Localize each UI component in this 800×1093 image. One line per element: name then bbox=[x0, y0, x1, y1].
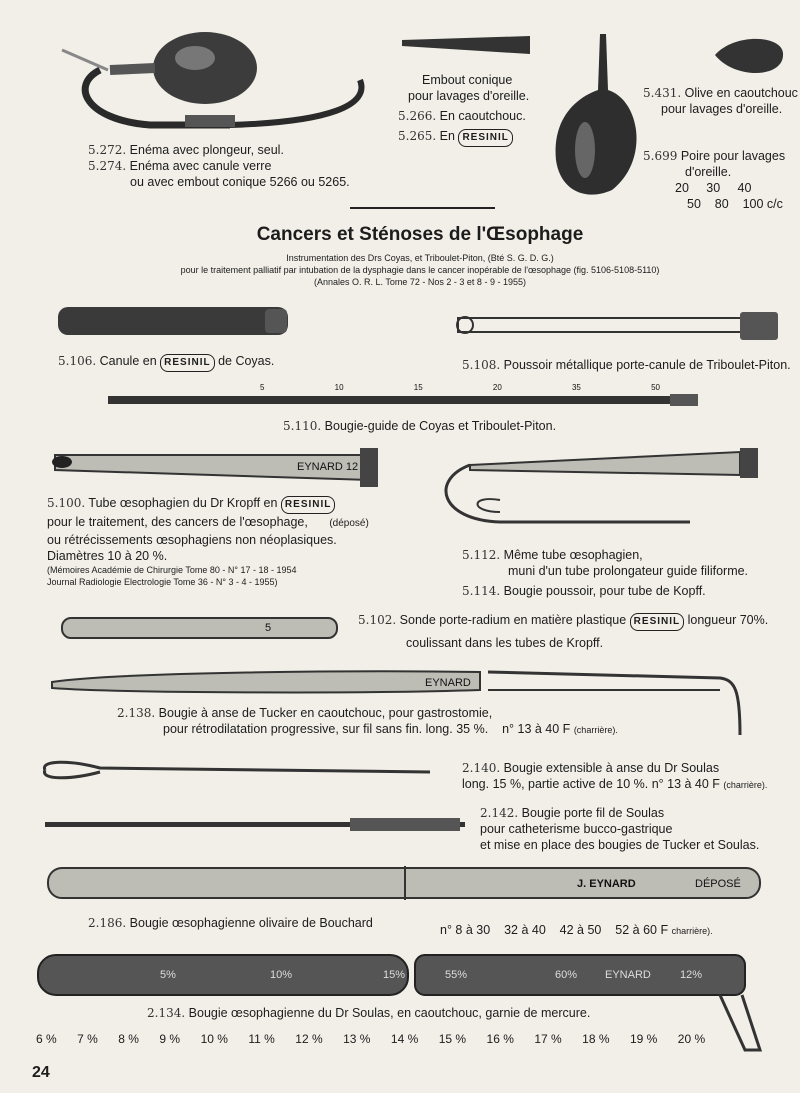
caption-5108 bbox=[462, 357, 791, 373]
radium-sonde-illustration bbox=[62, 618, 337, 638]
text: (charrière). bbox=[573, 725, 618, 735]
text: Bougie extensible à anse du Dr Soulas bbox=[503, 761, 720, 775]
ref: 5.114. bbox=[462, 584, 501, 598]
mark-soulas-f: EYNARD bbox=[605, 969, 651, 981]
ref: 5.112. bbox=[462, 548, 501, 562]
size-item: 13 % bbox=[343, 1032, 371, 1046]
poussoir-illustration bbox=[457, 312, 778, 340]
enema-illustration bbox=[62, 32, 361, 127]
section-sub3: (Annales O. R. L. Tome 72 - Nos 2 - 3 et 8 - 9 - 1955) bbox=[314, 277, 526, 287]
text: coulissant dans les tubes de Kropff. bbox=[406, 636, 604, 650]
ref: 2.138. bbox=[117, 706, 156, 720]
text: (déposé) bbox=[329, 518, 369, 529]
mark-tucker: EYNARD bbox=[425, 677, 471, 689]
size-item: 19 % bbox=[629, 1032, 658, 1046]
text: En caoutchouc. bbox=[439, 109, 526, 123]
caption-5112 bbox=[462, 547, 748, 599]
text: longueur 70%. bbox=[687, 613, 769, 627]
text: Diamètres 10 à 20 %. bbox=[47, 549, 168, 563]
mark-soulas-c: 15% bbox=[383, 969, 406, 981]
ref: 5.699 bbox=[643, 149, 678, 163]
caption-enema bbox=[88, 142, 350, 190]
ref: 5.274. bbox=[88, 159, 127, 173]
caption-2134 bbox=[147, 1005, 590, 1021]
text: pour lavages d'oreille. bbox=[661, 102, 783, 116]
ref: 5.265. bbox=[398, 129, 437, 143]
resinil-logo: RESINIL bbox=[458, 129, 512, 147]
text: Bougie œsophagienne du Dr Soulas, en caoutchouc, garnie de mercure. bbox=[188, 1006, 591, 1020]
size-item: 17 % bbox=[534, 1032, 562, 1046]
ref: 5.100. bbox=[47, 496, 86, 510]
guide-mark: 10 bbox=[334, 383, 344, 392]
mark-soulas-d: 55% bbox=[445, 969, 468, 981]
mark-soulas-b: 10% bbox=[270, 969, 293, 981]
caption-2138 bbox=[117, 705, 618, 738]
text: ou avec embout conique 5266 ou 5265. bbox=[130, 175, 350, 189]
section-sub2: pour le traitement palliatif par intubation de la dysphagie dans le cancer inopérable de l'œsophage (fig. 5106-5108-5110) bbox=[180, 265, 660, 275]
guide-mark: 20 bbox=[492, 383, 502, 392]
text: ou rétrécissements œsophagiens non néoplasiques. bbox=[47, 533, 337, 547]
section-sub1: Instrumentation des Drs Coyas, et Triboulet-Piton, (Bté S. G. D. G.) bbox=[286, 253, 554, 263]
text: Tube œsophagien du Dr Kropff en bbox=[88, 496, 278, 510]
mark-soulas-g: 12% bbox=[680, 969, 703, 981]
mark-soulas-a: 5% bbox=[160, 969, 176, 981]
resinil-logo: RESINIL bbox=[630, 613, 684, 631]
text: Enéma avec plongeur, seul. bbox=[129, 143, 284, 157]
size-item: 20 % bbox=[677, 1032, 706, 1046]
text: et mise en place des bougies de Tucker et Soulas. bbox=[480, 838, 760, 852]
size-item: 8 % bbox=[118, 1032, 139, 1046]
caption-5106 bbox=[58, 353, 274, 372]
size-item: 9 % bbox=[159, 1032, 181, 1046]
text: Journal Radiologie Electrologie Tome 36 - N° 3 - 4 - 1955) bbox=[47, 577, 278, 587]
text: d'oreille. bbox=[685, 165, 732, 179]
ref: 5.431. bbox=[643, 86, 682, 100]
text: Même tube œsophagien, bbox=[503, 548, 643, 562]
text: En bbox=[439, 129, 455, 143]
resinil-logo: RESINIL bbox=[281, 496, 335, 514]
caption-poire bbox=[643, 148, 785, 212]
ref: 2.142. bbox=[480, 806, 519, 820]
text: Poire pour lavages bbox=[680, 149, 786, 163]
mark-radium: 5 bbox=[265, 622, 272, 634]
size-item: 16 % bbox=[486, 1032, 514, 1046]
ref: 2.140. bbox=[462, 761, 501, 775]
porte-fil-illustration bbox=[45, 818, 465, 831]
resinil-logo: RESINIL bbox=[160, 354, 214, 372]
mark-kropff: EYNARD 12 bbox=[297, 461, 359, 473]
caption-5102 bbox=[358, 612, 768, 651]
text: Bougie œsophagienne olivaire de Bouchard bbox=[129, 916, 373, 930]
section-title: Cancers et Sténoses de l'Œsophage bbox=[256, 224, 584, 245]
guide-marks bbox=[260, 383, 660, 392]
section-header bbox=[0, 224, 800, 288]
size-item: 15 % bbox=[438, 1032, 467, 1046]
text: Bougie-guide de Coyas et Triboulet-Piton. bbox=[324, 419, 557, 433]
ref: 5.108. bbox=[462, 358, 501, 372]
text: Sonde porte-radium en matière plastique bbox=[399, 613, 627, 627]
bougie-guide-illustration bbox=[108, 394, 698, 406]
text: Bougie porte fil de Soulas bbox=[521, 806, 665, 820]
caption-embout bbox=[398, 72, 529, 147]
canule-coyas-illustration bbox=[58, 307, 288, 335]
guide-mark: 50 bbox=[651, 383, 660, 392]
kropff-guide-illustration bbox=[446, 448, 758, 522]
caption-olive bbox=[643, 85, 798, 117]
guide-mark: 35 bbox=[571, 383, 581, 392]
size-item: 14 % bbox=[390, 1032, 419, 1046]
poire-illustration bbox=[556, 34, 637, 195]
text: pour le traitement, des cancers de l'œsophage, bbox=[47, 515, 308, 529]
text: pour rétrodilatation progressive, sur fil sans fin. long. 35 %. bbox=[163, 722, 489, 736]
text: 20 30 40 bbox=[675, 181, 752, 195]
caption-5110 bbox=[283, 418, 556, 434]
text: long. 15 %, partie active de 10 %. n° 13 à 40 F bbox=[462, 777, 720, 791]
mark-soulas-e: 60% bbox=[555, 969, 578, 981]
ref: 5.102. bbox=[358, 613, 397, 627]
ref: 5.272. bbox=[88, 143, 127, 157]
caption-2186-sizes bbox=[440, 922, 713, 939]
size-item: 11 % bbox=[248, 1032, 275, 1046]
soulas-extensible-illustration bbox=[44, 762, 430, 778]
size-item: 6 % bbox=[36, 1032, 57, 1046]
size-item: 10 % bbox=[200, 1032, 228, 1046]
text: de Coyas. bbox=[218, 354, 275, 368]
embout-illustration bbox=[402, 36, 530, 54]
text: Canule en bbox=[99, 354, 157, 368]
text: pour lavages d'oreille. bbox=[408, 89, 530, 103]
text: n° 13 à 40 F bbox=[502, 722, 571, 736]
text: Olive en caoutchouc bbox=[684, 86, 798, 100]
mark-bouchard-b: DÉPOSÉ bbox=[695, 878, 741, 890]
text: (Mémoires Académie de Chirurgie Tome 80 - N° 17 - 18 - 1954 bbox=[47, 565, 297, 575]
size-item: 12 % bbox=[295, 1032, 323, 1046]
ref: 2.186. bbox=[88, 916, 127, 930]
text: charrière). bbox=[671, 926, 713, 936]
ref: 2.134. bbox=[147, 1006, 186, 1020]
guide-mark: 5 bbox=[260, 383, 265, 392]
text: (charrière). bbox=[723, 780, 768, 790]
size-item: 18 % bbox=[582, 1032, 610, 1046]
ref: 5.106. bbox=[58, 354, 97, 368]
text: Bougie poussoir, pour tube de Kopff. bbox=[503, 584, 706, 598]
olive-illustration bbox=[715, 39, 783, 73]
text: Poussoir métallique porte-canule de Triboulet-Piton. bbox=[503, 358, 791, 372]
soulas-size-row bbox=[36, 1030, 726, 1048]
guide-mark: 15 bbox=[413, 383, 423, 392]
caption-2140 bbox=[462, 760, 767, 793]
ref: 5.110. bbox=[283, 419, 322, 433]
text: 50 80 100 c/c bbox=[687, 197, 783, 211]
text: Bougie à anse de Tucker en caoutchouc, pour gastrostomie, bbox=[158, 706, 493, 720]
page-number: 24 bbox=[32, 1064, 50, 1081]
ref: 5.266. bbox=[398, 109, 437, 123]
text: pour catheterisme bucco-gastrique bbox=[480, 822, 673, 836]
caption-2142 bbox=[480, 805, 759, 853]
text: Embout conique bbox=[422, 73, 513, 87]
text: muni d'un tube prolongateur guide filiforme. bbox=[508, 564, 749, 578]
text: Enéma avec canule verre bbox=[129, 159, 272, 173]
caption-5100 bbox=[47, 495, 369, 588]
size-item: 7 % bbox=[77, 1032, 98, 1046]
bouchard-bougie-illustration bbox=[48, 866, 760, 900]
caption-2186 bbox=[88, 915, 373, 931]
text: n° 8 à 30 32 à 40 42 à 50 52 à 60 F bbox=[440, 923, 669, 937]
mark-bouchard-a: J. EYNARD bbox=[577, 878, 636, 890]
